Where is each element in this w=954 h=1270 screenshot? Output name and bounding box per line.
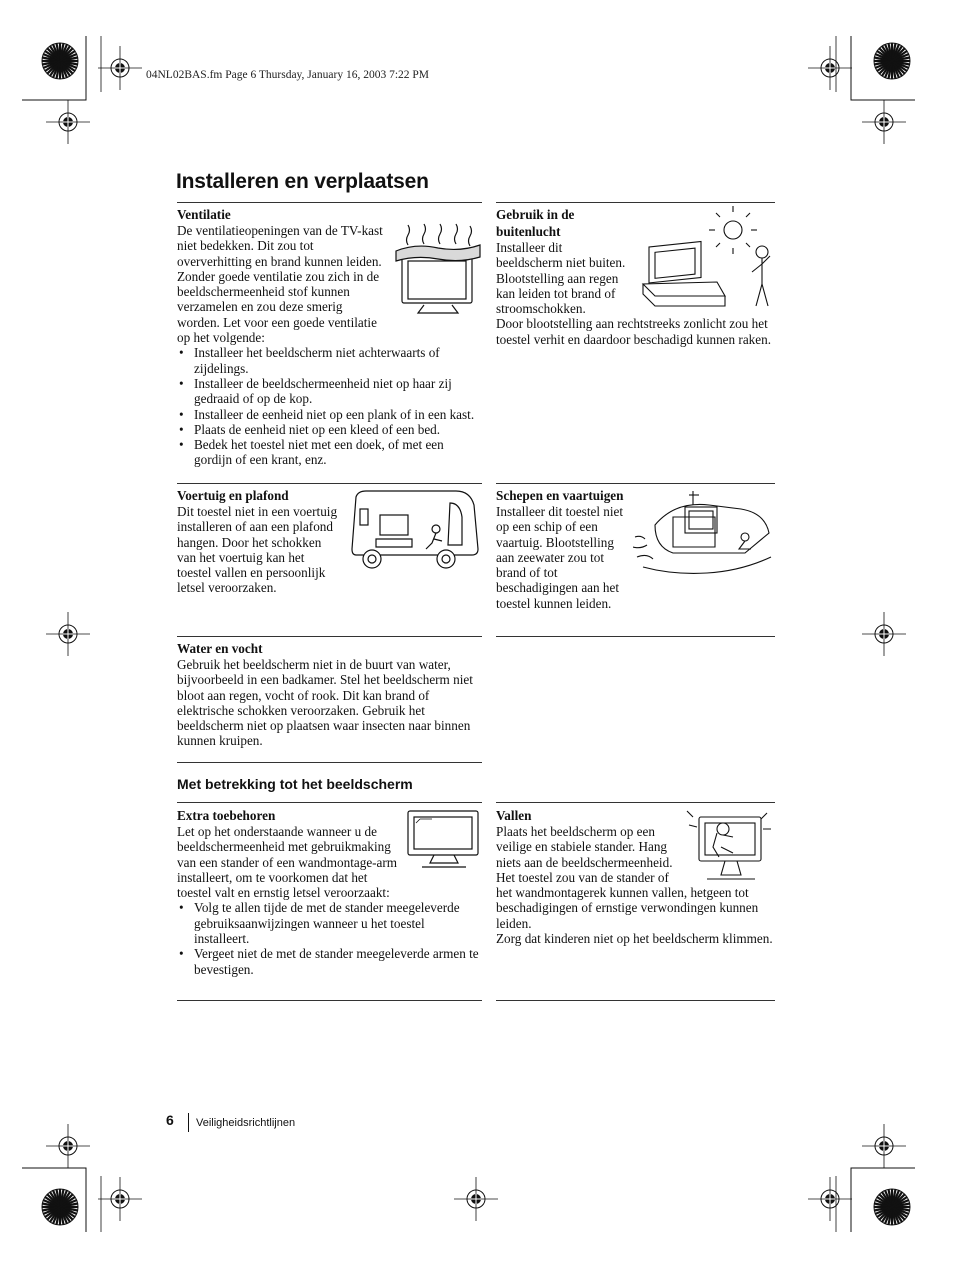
vehicle-illustration — [350, 487, 482, 573]
section-heading: Schepen en vaartuigen — [496, 488, 624, 503]
list-item: • Installeer de eenheid niet op een plank of in een kast. — [177, 407, 482, 422]
divider — [496, 202, 775, 203]
list-item: • Vergeet niet de met de stander meegeleverde armen te bevestigen. — [177, 946, 482, 977]
divider — [177, 636, 482, 637]
section-heading: Extra toebehoren — [177, 808, 276, 823]
section-body-2: Door blootstelling aan rechtstreeks zonlicht zou het toestel verhit en daardoor beschadigd kunnen raken. — [496, 316, 772, 347]
divider — [496, 802, 775, 803]
boat-illustration — [633, 487, 775, 581]
list-item: • Installeer het beeldscherm niet achterwaarts of zijdelings. — [177, 345, 482, 376]
covered-tv-illustration — [394, 223, 482, 315]
section-body: De ventilatieopeningen van de TV-kast niet bedekken. Dit zou tot oververhitting en brand kunnen leiden. Zonder goede ventilatie zou zich in de beeldschermeenheid stof kunnen verzamelen en zou deze smerig worden. Let voor een goede ventilatie op het volgende: — [177, 223, 383, 346]
subsection-title: Met betrekking tot het beeldscherm — [177, 776, 413, 792]
section-heading: Gebruik in de buitenlucht — [496, 207, 575, 239]
section-heading: Ventilatie — [177, 207, 231, 222]
flat-tv-illustration — [406, 807, 482, 869]
section-body: Installeer dit toestel niet op een schip of een vaartuig. Blootstelling aan zeewater zou tot brand of tot beschadigingen aan het toestel kunnen leiden. — [496, 504, 624, 611]
section-heading: Water en vocht — [177, 641, 263, 656]
list-item: • Installeer de beeldschermeenheid niet op haar zij gedraaid of op de kop. — [177, 376, 482, 407]
section-body: Plaats het beeldscherm op een veilige en stabiele stander. Hang niets aan de beeldschermeenheid. Het toestel zou van de stander of het wandmontagerek kunnen vallen, hetgeen tot beschadigingen of ernstige verwondingen kunnen leiden. — [496, 824, 759, 931]
section-heading: Voertuig en plafond — [177, 488, 289, 503]
page-title: Installeren en verplaatsen — [176, 170, 429, 193]
divider — [177, 802, 482, 803]
outdoor-tv-illustration — [639, 206, 775, 312]
footer-label: Veiligheidsrichtlijnen — [196, 1117, 296, 1129]
divider — [177, 483, 482, 484]
divider — [177, 1000, 482, 1001]
divider — [177, 762, 482, 763]
section-body: Gebruik het beeldscherm niet in de buurt van water, bijvoorbeeld in een badkamer. Stel het beeldscherm niet bloot aan regen, vocht of rook. Dit kan brand of elektrische schokken veroorzaken. Gebruik het beeldscherm niet op plaatsen waar insecten naar binnen kunnen kruipen. — [177, 657, 473, 749]
footer-divider — [188, 1113, 189, 1132]
section-body-2: Zorg dat kinderen niet op het beeldscherm klimmen. — [496, 931, 773, 947]
section-buitenlucht — [496, 206, 775, 347]
section-schepen — [496, 487, 775, 611]
section-extra — [177, 807, 482, 977]
section-vallen — [496, 807, 775, 946]
page-number: 6 — [166, 1112, 174, 1128]
bullet-list — [177, 345, 482, 467]
list-item: • Bedek het toestel niet met een doek, of met een gordijn of een krant, enz. — [177, 437, 482, 468]
list-item: • Plaats de eenheid niet op een kleed of een bed. — [177, 422, 482, 437]
bullet-list — [177, 900, 482, 976]
section-voertuig — [177, 487, 482, 596]
section-body: Installeer dit beeldscherm niet buiten. Blootstelling aan regen kan leiden tot brand of stroomschokken. — [496, 240, 626, 317]
section-ventilatie — [177, 206, 482, 468]
section-heading: Vallen — [496, 808, 532, 823]
section-water — [177, 640, 482, 749]
divider — [496, 483, 775, 484]
divider — [496, 636, 775, 637]
child-climbing-illustration — [685, 807, 775, 883]
section-body: Let op het onderstaande wanneer u de beeldschermeenheid met gebruikmaking van een stander of een wandmontage-arm installeert, om te voorkomen dat het toestel valt en ernstig letsel veroorzaakt: — [177, 824, 398, 901]
section-body: Dit toestel niet in een voertuig installeren of aan een plafond hangen. Door het schokken van het voertuig kan het toestel vallen en persoonlijk letsel veroorzaken. — [177, 504, 338, 596]
divider — [496, 1000, 775, 1001]
file-header: 04NL02BAS.fm Page 6 Thursday, January 16, 2003 7:22 PM — [146, 69, 430, 81]
divider — [177, 202, 482, 203]
list-item: • Volg te allen tijde de met de stander meegeleverde gebruiksaanwijzingen wanneer u het toestel installeert. — [177, 900, 482, 946]
